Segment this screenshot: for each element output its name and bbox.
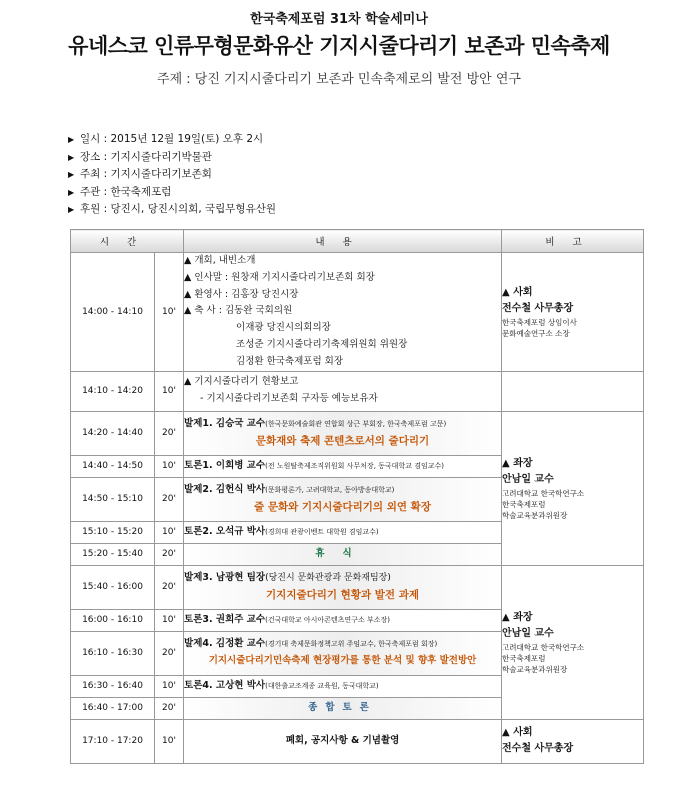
row-duration: 20' xyxy=(155,477,184,521)
row-time: 14:50 - 15:10 xyxy=(71,477,155,521)
row-time: 16:10 - 16:30 xyxy=(71,631,155,675)
row-content xyxy=(184,477,502,521)
content-line: ▲ 기지시줄다리기 현황보고 xyxy=(184,376,299,388)
note-line: 고려대학교 한국학연구소 xyxy=(502,488,585,498)
row-content xyxy=(184,609,502,631)
row-duration: 20' xyxy=(155,565,184,609)
speaker-name: 토론4. 고상현 박사 xyxy=(184,679,266,691)
note-role: ▲ 사회 xyxy=(502,727,533,739)
speaker-affiliation: (대한출교조계종 교육원, 동국대학교) xyxy=(265,681,379,690)
row-duration: 10' xyxy=(155,253,184,372)
speaker-name: 발제3. 남광현 팀장 xyxy=(184,572,266,584)
content-line: ▲ 개회, 내빈소개 xyxy=(184,255,256,266)
seminar-label: 한국축제포럼 31차 학술세미나 xyxy=(250,12,428,27)
info-text: 주관 : 한국축제포럼 xyxy=(80,185,172,198)
info-text: 주최 : 기지시줄다리기보존회 xyxy=(80,168,212,180)
row-time: 16:40 - 17:00 xyxy=(71,697,155,719)
speaker-affiliation: (경희대 관광이벤트 대학원 겸임교수) xyxy=(265,527,379,536)
row-duration: 10' xyxy=(155,371,184,411)
triangle-bullet-icon: ▶ xyxy=(68,170,75,179)
row-content xyxy=(184,521,502,543)
event-info-list xyxy=(68,131,276,219)
content-line: 조성준 기지시줄다리기축제위원회 위원장 xyxy=(236,338,408,350)
row-duration: 10' xyxy=(155,455,184,477)
row-duration: 10' xyxy=(155,719,184,763)
note-cell-chair-2 xyxy=(502,565,644,719)
note-cell-empty xyxy=(502,371,644,411)
content-line: 이재광 당진시의회의장 xyxy=(236,322,331,334)
speaker-affiliation: (경기대 축제문화정책고위 주임교수, 한국축제포럼 회장) xyxy=(265,640,438,649)
row-duration: 20' xyxy=(155,543,184,565)
speaker-name: 발제2. 김헌식 박사 xyxy=(184,484,266,496)
speaker-affiliation: (한국문화예술회관 연합회 상근 부회장, 한국축제포럼 고문) xyxy=(265,420,447,429)
note-role: ▲ 좌장 xyxy=(502,457,533,469)
info-text: 일시 : 2015년 12월 19일(토) 오후 2시 xyxy=(80,133,264,145)
note-line: 문화예술연구소 소장 xyxy=(502,328,570,338)
note-cell-moderator-closing xyxy=(502,719,644,763)
note-name: 안남일 교수 xyxy=(502,473,554,485)
table-header-row xyxy=(71,230,644,253)
page-title: 유네스코 인류무형문화유산 기지시줄다리기 보존과 민속축제 xyxy=(68,34,610,58)
content-line: ▲ 인사말 : 원창재 기지시줄다리기보존회 회장 xyxy=(184,271,375,283)
table-row xyxy=(71,371,644,411)
general-discussion-label: 종합토론 xyxy=(184,697,502,719)
row-time: 16:30 - 16:40 xyxy=(71,675,155,697)
info-date xyxy=(68,131,276,149)
row-time: 14:00 - 14:10 xyxy=(71,253,155,372)
content-line: 김정환 한국축제포럼 회장 xyxy=(236,355,344,367)
content-line: ▲ 축 사 : 김동완 국회의원 xyxy=(184,305,293,317)
row-content xyxy=(184,253,502,372)
speaker-name: 발제4. 김정환 교수 xyxy=(184,638,266,650)
triangle-bullet-icon: ▶ xyxy=(68,205,75,214)
closing-label: 폐회, 공지사항 & 기념촬영 xyxy=(184,719,502,763)
break-label: 휴식 xyxy=(184,543,502,565)
row-content xyxy=(184,455,502,477)
note-line: 고려대학교 한국학연구소 xyxy=(502,642,585,652)
row-content xyxy=(184,371,502,411)
content-line: - 기지시줄다리기보존회 구자등 예능보유자 xyxy=(200,393,378,405)
table-row xyxy=(71,411,644,455)
note-line: 한국축제포럼 xyxy=(502,499,546,509)
column-header-time: 시간 xyxy=(71,230,184,253)
speaker-affiliation: (건국대학교 아시아콘텐츠연구소 부소장) xyxy=(265,615,390,624)
column-header-content: 내용 xyxy=(184,230,502,253)
table-row xyxy=(71,565,644,609)
row-duration: 20' xyxy=(155,631,184,675)
row-duration: 10' xyxy=(155,521,184,543)
info-text: 후원 : 당진시, 당진시의회, 국립무형유산원 xyxy=(80,203,276,215)
note-cell-chair-1 xyxy=(502,411,644,565)
row-duration: 10' xyxy=(155,609,184,631)
theme-subtitle: 주제 : 당진 기지시줄다리기 보존과 민속축제로의 발전 방안 연구 xyxy=(157,72,521,87)
row-content xyxy=(184,631,502,675)
row-time: 15:40 - 16:00 xyxy=(71,565,155,609)
note-line: 학술교육분과위원장 xyxy=(502,664,568,674)
note-name: 전수철 사무총장 xyxy=(502,743,574,755)
row-time: 14:10 - 14:20 xyxy=(71,371,155,411)
row-time: 15:20 - 15:40 xyxy=(71,543,155,565)
row-time: 14:40 - 14:50 xyxy=(71,455,155,477)
row-time: 14:20 - 14:40 xyxy=(71,411,155,455)
schedule-table xyxy=(70,229,644,764)
info-host xyxy=(68,166,276,184)
row-time: 15:10 - 15:20 xyxy=(71,521,155,543)
row-duration: 20' xyxy=(155,411,184,455)
note-line: 한국축제포럼 xyxy=(502,653,546,663)
speaker-name: 토론1. 이희병 교수 xyxy=(184,459,266,471)
speaker-name: 발제1. 김승국 교수 xyxy=(184,418,266,430)
speaker-name: 토론3. 권희주 교수 xyxy=(184,613,266,625)
content-line: ▲ 환영사 : 김홍장 당진시장 xyxy=(184,288,299,300)
row-duration: 10' xyxy=(155,675,184,697)
note-name: 전수철 사무총장 xyxy=(502,302,574,314)
triangle-bullet-icon: ▶ xyxy=(68,135,75,144)
triangle-bullet-icon: ▶ xyxy=(68,187,75,197)
presentation-topic: 기지시줄다리기민속축제 현장평가를 통한 분석 및 향후 발전방안 xyxy=(208,655,477,667)
note-line: 학술교육분과위원장 xyxy=(502,510,568,520)
row-content xyxy=(184,675,502,697)
note-role: ▲ 좌장 xyxy=(502,611,533,623)
row-content xyxy=(184,565,502,609)
note-name: 안남일 교수 xyxy=(502,627,554,639)
table-row xyxy=(71,719,644,763)
presentation-topic: 줄 문화와 기지시줄다리기의 외연 확장 xyxy=(254,501,431,514)
info-sponsor xyxy=(68,201,276,219)
speaker-affiliation: (당진시 문화관광과 문화재팀장) xyxy=(265,573,391,584)
note-role: ▲ 사회 xyxy=(502,286,533,298)
info-venue xyxy=(68,149,276,167)
speaker-affiliation: (전 노원탈축제조직위원회 사무처장, 동국대학교 겸임교수) xyxy=(265,461,444,470)
info-organizer xyxy=(68,184,276,202)
speaker-name: 토론2. 오석규 박사 xyxy=(184,525,266,537)
note-line: 한국축제포럼 상임이사 xyxy=(502,317,577,327)
presentation-topic: 문화재와 축제 콘텐츠로서의 줄다리기 xyxy=(255,435,430,448)
presentation-topic: 기지지줄다리기 현황과 발전 과제 xyxy=(266,589,419,602)
column-header-note: 비고 xyxy=(502,230,644,253)
table-row xyxy=(71,253,644,372)
row-duration: 20' xyxy=(155,697,184,719)
row-time: 16:00 - 16:10 xyxy=(71,609,155,631)
note-cell-moderator xyxy=(502,253,644,372)
speaker-affiliation: (문화평론가, 고려대학교, 동아방송대학교) xyxy=(265,486,395,495)
triangle-bullet-icon: ▶ xyxy=(68,152,75,162)
row-content xyxy=(184,411,502,455)
row-time: 17:10 - 17:20 xyxy=(71,719,155,763)
info-text: 장소 : 기지시줄다리기박물관 xyxy=(80,150,212,163)
